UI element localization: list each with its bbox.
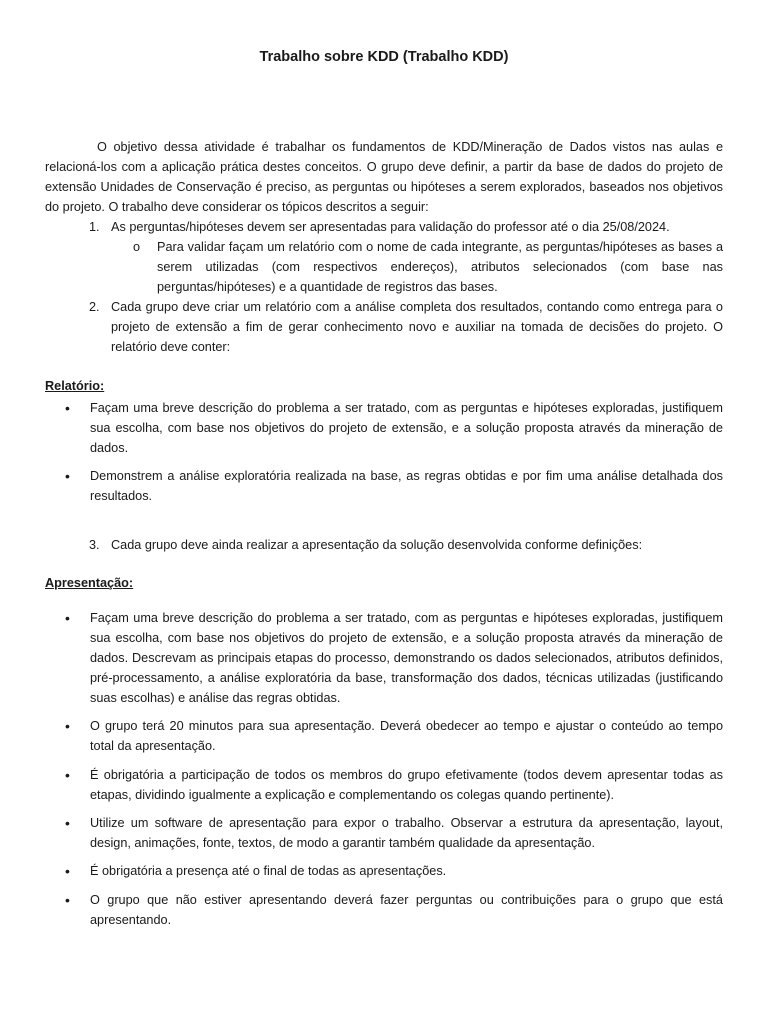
bullet-text: Demonstrem a análise exploratória realizada na base, as regras obtidas e por fim uma análise detalhada dos resultados. [90, 469, 723, 503]
sub-item-text: Para validar façam um relatório com o nome de cada integrante, as perguntas/hipóteses as bases a serem utilizadas (com respectivos endereços), atributos selecionados (com base nas perguntas/hipóteses) e a quantidade de registros das bases. [157, 240, 723, 294]
apresentacao-bullet-3 [45, 765, 723, 805]
list-item [45, 716, 723, 756]
numbered-list-2 [45, 297, 723, 357]
bullet-icon: • [65, 892, 70, 908]
list-number-3: 3. [89, 538, 100, 552]
bullet-text: Utilize um software de apresentação para expor o trabalho. Observar a estrutura da apresentação, layout, design, animações, fonte, textos, de modo a garantir também qualidade da apresentação. [90, 816, 723, 850]
bullet-icon: • [65, 863, 70, 879]
list-item [45, 861, 723, 881]
bullet-icon: • [65, 610, 70, 626]
list-item [45, 890, 723, 930]
list-item-2 [45, 297, 723, 357]
intro-text: O objetivo dessa atividade é trabalhar os fundamentos de KDD/Mineração de Dados vistos nas aulas e relacioná-los com a aplicação prática destes conceitos. O grupo deve definir, a partir da base de dados do projeto de extensão Unidades de Conservação é preciso, as perguntas ou hipóteses a serem explorados, baseados nos objetivos do projeto. O trabalho deve considerar os tópicos descritos a seguir: [45, 140, 723, 214]
apresentacao-bullet-2 [45, 716, 723, 756]
list-item [45, 466, 723, 506]
numbered-list-3 [45, 535, 723, 555]
list-item [45, 608, 723, 708]
list-item [45, 398, 723, 458]
list-item [45, 765, 723, 805]
apresentacao-bullet-6 [45, 890, 723, 930]
list-item-1-text: As perguntas/hipóteses devem ser apresentadas para validação do professor até o dia 25/08/2024. [111, 220, 670, 234]
document-title: Trabalho sobre KDD (Trabalho KDD) [259, 49, 509, 65]
bullet-icon: • [65, 767, 70, 783]
sub-list-item [133, 237, 723, 297]
list-item-3-text: Cada grupo deve ainda realizar a apresentação da solução desenvolvida conforme definições: [111, 538, 643, 552]
bullet-text: É obrigatória a presença até o final de todas as apresentações. [90, 864, 447, 878]
apresentacao-bullet-5 [45, 861, 723, 881]
list-item-2-text: Cada grupo deve criar um relatório com a análise completa dos resultados, contando como entrega para o projeto de extensão a fim de gerar conhecimento novo e auxiliar na tomada de decisões do projeto. O relatório deve conter: [111, 300, 723, 354]
bullet-icon: • [65, 400, 70, 416]
bullet-text: Façam uma breve descrição do problema a ser tratado, com as perguntas e hipóteses exploradas, justifiquem sua escolha, com base nos objetivos do projeto de extensão, e a solução proposta através da mineração de dados. [90, 401, 723, 455]
relatorio-heading: Relatório: [45, 379, 105, 393]
bullet-icon: • [65, 815, 70, 831]
relatorio-bullets-2 [45, 466, 723, 506]
relatorio-bullets [45, 398, 723, 458]
list-item-3 [45, 535, 723, 555]
apresentacao-bullet-1 [45, 608, 723, 708]
list-item-1 [45, 217, 723, 237]
apresentacao-bullet-4 [45, 813, 723, 853]
bullet-text: O grupo que não estiver apresentando deverá fazer perguntas ou contribuições para o grupo que está apresentando. [90, 893, 723, 927]
circle-bullet-icon: o [133, 240, 141, 254]
bullet-text: O grupo terá 20 minutos para sua apresentação. Deverá obedecer ao tempo e ajustar o conteúdo ao tempo total da apresentação. [90, 719, 723, 753]
intro-paragraph [45, 137, 723, 217]
numbered-list-1 [45, 217, 723, 237]
bullet-icon: • [65, 718, 70, 734]
apresentacao-heading: Apresentação: [45, 576, 134, 590]
list-number-1: 1. [89, 220, 100, 234]
list-item [45, 813, 723, 853]
bullet-text: É obrigatória a participação de todos os membros do grupo efetivamente (todos devem apresentar todas as etapas, dividindo igualmente a explicação e complementando os colegas quando pertinente). [90, 768, 723, 802]
bullet-text: Façam uma breve descrição do problema a ser tratado, com as perguntas e hipóteses exploradas, justifiquem sua escolha, com base nos objetivos do projeto de extensão, e a solução proposta através da mineração de dados. Descrevam as principais etapas do processo, demonstrando os dados selecionados, atributos definidos, pré-processamento, a análise exploratória da base, transformação dos dados, técnicas utilizadas (justificando suas escolhas) e análise das regras obtidas. [90, 611, 723, 705]
list-number-2: 2. [89, 300, 100, 314]
bullet-icon: • [65, 468, 70, 484]
